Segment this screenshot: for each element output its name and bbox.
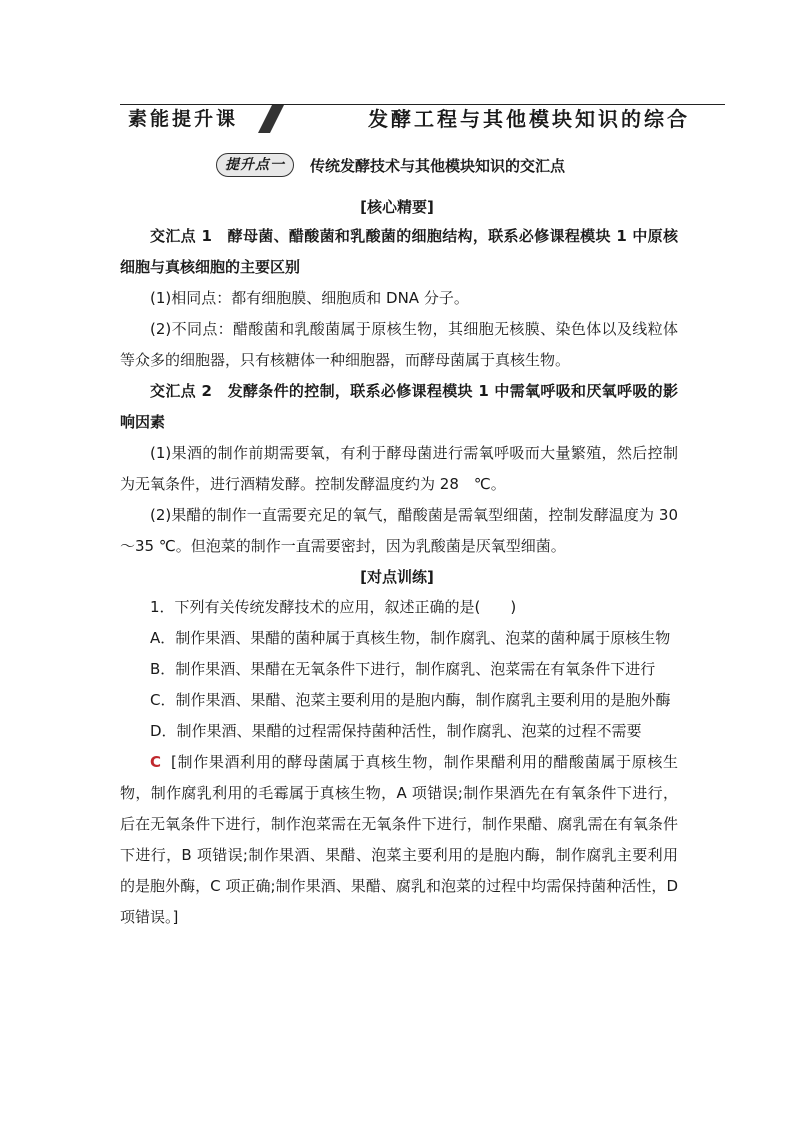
core-paragraph-2: (1)相同点：都有细胞膜、细胞质和 DNA 分子。: [150, 289, 469, 307]
core-label: [核心精要]: [360, 198, 434, 216]
section-badge: 提升点一: [216, 153, 294, 177]
training-content: [120, 592, 678, 933]
header-tag: 素能提升课: [128, 108, 239, 130]
answer-letter: C: [150, 753, 162, 771]
option-d: D．制作果酒、果醋的过程需保持菌种活性，制作腐乳、泡菜的过程不需要: [150, 722, 642, 740]
option-c: C．制作果酒、果醋、泡菜主要利用的是胞内酶，制作腐乳主要利用的是胞外酶: [150, 691, 671, 709]
core-paragraph-1: 交汇点 1 酵母菌、醋酸菌和乳酸菌的细胞结构，联系必修课程模块 1 中原核细胞与真核细胞的主要区别: [120, 227, 678, 276]
core-content: [120, 221, 678, 562]
answer-explanation: [120, 747, 678, 933]
header-title: 发酵工程与其他模块知识的综合: [368, 107, 690, 131]
core-paragraph-6: (2)果醋的制作一直需要充足的氧气，醋酸菌是需氧型细菌，控制发酵温度为 30～35 ℃。但泡菜的制作一直需要密封，因为乳酸菌是厌氧型细菌。: [120, 506, 678, 555]
section-title: 传统发酵技术与其他模块知识的交汇点: [310, 156, 566, 175]
header-slash-decoration: [258, 105, 284, 133]
core-paragraph-3: (2)不同点：醋酸菌和乳酸菌属于原核生物，其细胞无核膜、染色体以及线粒体等众多的细胞器，只有核糖体一种细胞器，而酵母菌属于真核生物。: [120, 320, 678, 369]
section-heading: [216, 152, 565, 178]
core-paragraph-5: (1)果酒的制作前期需要氧，有利于酵母菌进行需氧呼吸而大量繁殖，然后控制为无氧条件，进行酒精发酵。控制发酵温度约为 28 ℃。: [120, 444, 678, 493]
core-paragraph-4: 交汇点 2 发酵条件的控制，联系必修课程模块 1 中需氧呼吸和厌氧呼吸的影响因素: [120, 382, 678, 431]
answer-text: [制作果酒利用的酵母菌属于真核生物，制作果醋利用的醋酸菌属于原核生物，制作腐乳利用的毛霉属于真核生物，A 项错误;制作果酒先在有氧条件下进行，后在无氧条件下进行，制作泡菜需在无氧条件下进行，制作果醋、腐乳需在有氧条件下进行，B 项错误;制作果酒、果醋、泡菜主要利用的是胞内酶，制作腐乳主要利用的是胞外酶，C 项正确;制作果酒、果醋、腐乳和泡菜的过程中均需保持菌种活性，D 项错误。]: [120, 753, 678, 926]
question-stem: 1．下列有关传统发酵技术的应用，叙述正确的是( ): [150, 598, 517, 616]
option-b: B．制作果酒、果醋在无氧条件下进行，制作腐乳、泡菜需在有氧条件下进行: [150, 660, 656, 678]
page-header: [120, 102, 725, 136]
option-a: A．制作果酒、果醋的菌种属于真核生物，制作腐乳、泡菜的菌种属于原核生物: [150, 629, 671, 647]
training-label: [对点训练]: [360, 568, 434, 586]
